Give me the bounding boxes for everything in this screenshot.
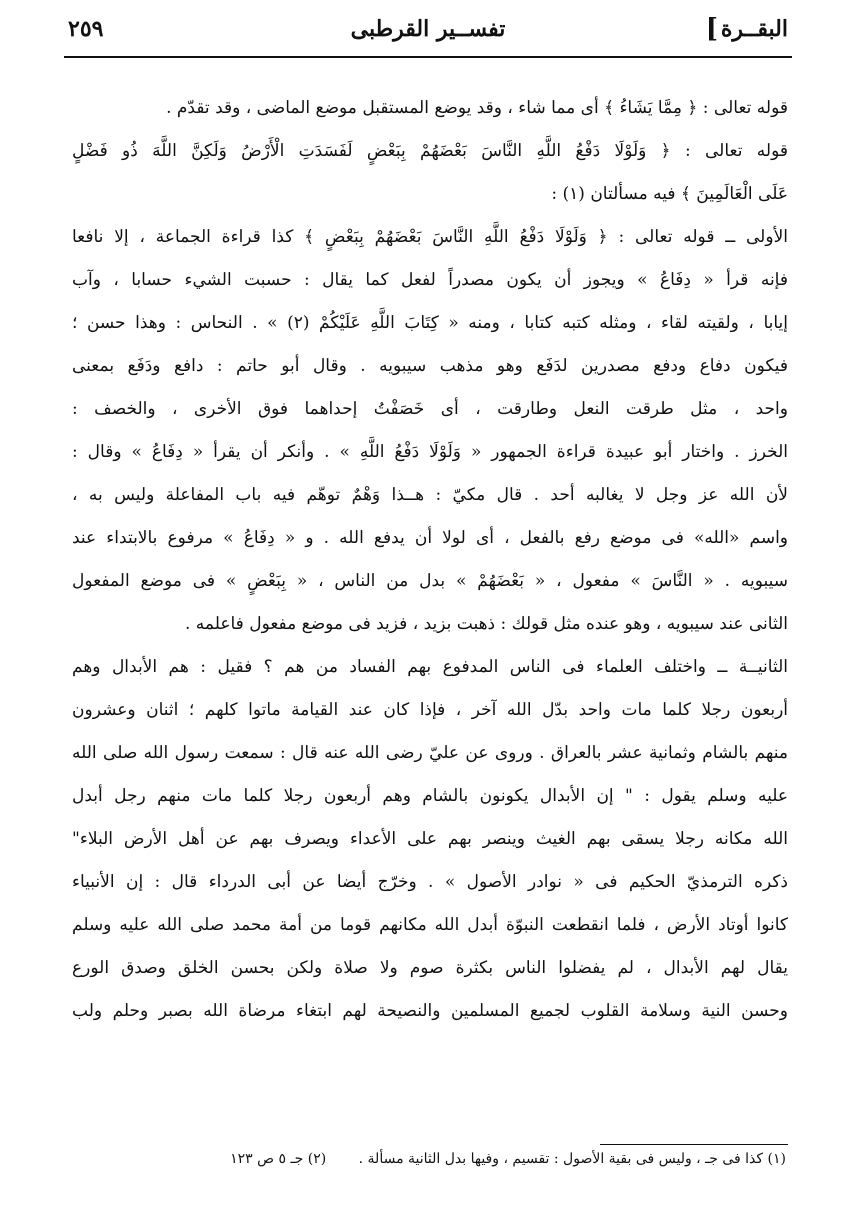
text-line: واحد ، مثل طرقت النعل وطارقت ، أى خَصَفْتُ إحداهما فوق الأخرى ، والخصف :: [72, 399, 788, 419]
text-line: لأن الله عز وجل لا يغالبه أحد . قال مكيّ : هــذا وَهْمٌ توهّم فيه باب المفاعلة وليس به ،: [72, 485, 788, 505]
text-line: فيكون دفاع ودفع مصدرين لدَفَع وهو مذهب سيبويه . وقال أبو حاتم : دافع ودَفَع بمعنى: [72, 356, 788, 376]
text-line: منهم بالشام وثمانية عشر بالعراق . وروى عن عليّ رضى الله عنه قال : سمعت رسول الله صلى الله: [72, 743, 788, 763]
footnote-1: (١) كذا فى جـ ، وليس فى بقية الأصول : تقسيم ، وفيها بدل الثانية مسألة .: [358, 1151, 786, 1167]
text-line: واسم «الله» فى موضع رفع بالفعل ، أى لولا أن يدفع الله . و « دِفَاعُ » مرفوع بالابتداء عند: [72, 528, 788, 548]
header-bracket: ]: [705, 14, 718, 44]
text-line: عليه وسلم يقول : " إن الأبدال يكونون بالشام وهم أربعون رجلا كلما مات منهم رجل أبدل: [72, 786, 788, 806]
text-line: أربعون رجلا كلما مات واحد بدّل الله آخر ، فإذا كان عند القيامة ماتوا كلهم ؛ اثنان وعشرون: [72, 700, 788, 720]
text-line: الله مكانه رجلا يسقى بهم الغيث وينصر بهم على الأعداء ويصرف بهم عن أهل الأرض البلاء": [72, 829, 788, 849]
text-line: وحسن النية وسلامة القلوب لجميع المسلمين والنصيحة لهم ابتغاء مرضاة الله بصبر وحلم ولب: [72, 1001, 788, 1021]
text-line: الثانى عند سيبويه ، وهو عنده مثل قولك : ذهبت بزيد ، فزيد فى موضع مفعول فاعلمه .: [184, 614, 788, 634]
text-line: ذكره الترمذيّ الحكيم فى « نوادر الأصول » . وخرّج أيضا عن أبى الدرداء قال : إن الأنبياء: [72, 872, 788, 892]
header-rule: [64, 56, 792, 58]
text-line: كانوا أوتاد الأرض ، فلما انقطعت النبوّة أبدل الله مكانهم قوما من أمة محمد صلى الله عليه وسلم: [72, 915, 788, 935]
sura-name: البقــرة: [720, 16, 788, 42]
text-line: الأولى ــ قوله تعالى : ﴿ وَلَوْلَا دَفْعُ اللَّهِ النَّاسَ بَعْضَهُمْ بِبَعْضٍ ﴾ كذا قراءة الجماعة ، إلا نافعا: [72, 227, 788, 247]
footnote-2: (٢) جـ ٥ ص ١٢٣: [230, 1151, 327, 1167]
footnotes: [80, 1148, 786, 1170]
text-line: فإنه قرأ « دِفَاعُ » ويجوز أن يكون مصدراً لفعل كما يقال : حسبت الشيء حسابا ، وآب: [72, 270, 788, 290]
text-line: قوله تعالى : ﴿ مِمَّا يَشَاءُ ﴾ أى مما شاء ، وقد يوضع المستقبل موضع الماضى ، وقد تقدّم .: [166, 98, 788, 118]
page-header: [68, 14, 788, 48]
text-line: إيابا ، ولقيته لقاء ، ومثله كتبه كتابا ، ومنه « كِتَابَ اللَّهِ عَلَيْكُمْ (٢) » . النحاس : وهذا حسن ؛: [72, 313, 788, 333]
text-line: قوله تعالى : ﴿ وَلَوْلَا دَفْعُ اللَّهِ النَّاسَ بَعْضَهُمْ بِبَعْضٍ لَفَسَدَتِ الْأَرْضُ وَلَكِنَّ اللَّهَ ذُو فَضْلٍ: [72, 141, 788, 161]
text-line: سيبويه . « النَّاسَ » مفعول ، « بَعْضَهُمْ » بدل من الناس ، « بِبَعْضٍ » فى موضع المفعول: [72, 571, 788, 591]
text-line: يقال لهم الأبدال ، لم يفضلوا الناس بكثرة صوم ولا صلاة ولكن بحسن الخلق وصدق الورع: [72, 958, 788, 978]
text-line: الخرز . واختار أبو عبيدة قراءة الجمهور « وَلَوْلَا دَفْعُ اللَّهِ » . وأنكر أن يقرأ « دِفَاعُ » وقال :: [72, 442, 788, 462]
text-line: الثانيــة ــ واختلف العلماء فى الناس المدفوع بهم الفساد من هم ؟ فقيل : هم الأبدال وهم: [72, 657, 788, 677]
book-title: تفســير القرطبى: [350, 16, 506, 42]
page-number: ٢٥٩: [68, 16, 104, 42]
footnote-rule: [600, 1144, 788, 1145]
text-line: عَلَى الْعَالَمِينَ ﴾ فيه مسألتان (١) :: [551, 184, 788, 204]
body-text: [72, 88, 788, 1034]
